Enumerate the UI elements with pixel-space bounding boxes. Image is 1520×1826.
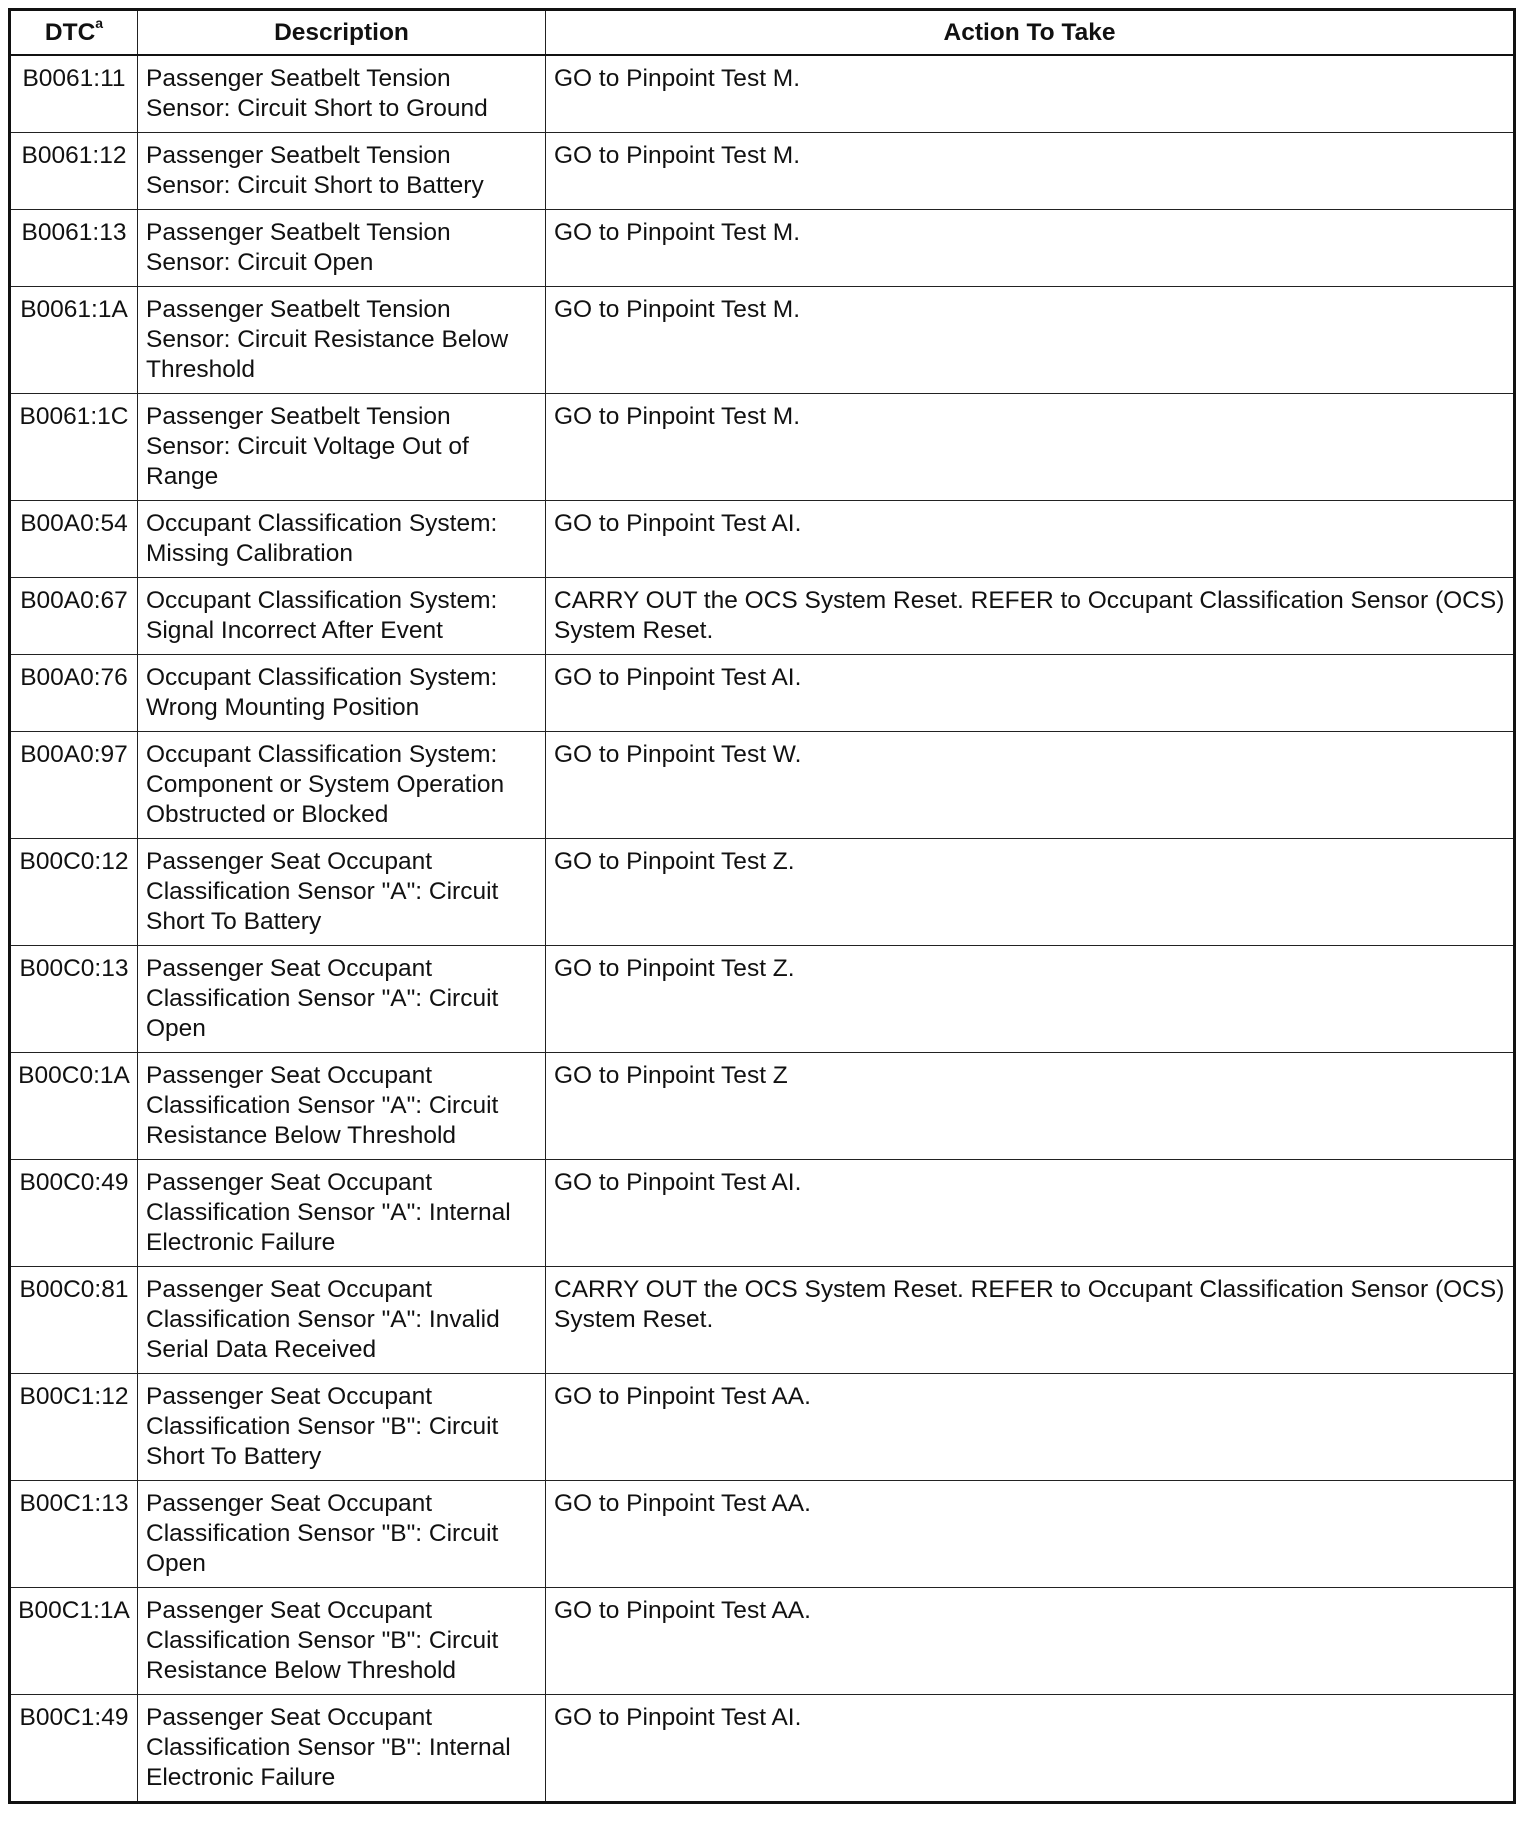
dtc-code-cell: B00C0:13 (10, 946, 138, 1053)
dtc-code-cell: B00C0:1A (10, 1053, 138, 1160)
table-row (10, 501, 1515, 578)
description-cell: Passenger Seat Occupant Classification Sensor "A": Circuit Open (138, 946, 546, 1053)
action-cell: GO to Pinpoint Test AA. (546, 1374, 1515, 1481)
action-cell: CARRY OUT the OCS System Reset. REFER to Occupant Classification Sensor (OCS) System Reset. (546, 578, 1515, 655)
action-cell: GO to Pinpoint Test M. (546, 287, 1515, 394)
table-row (10, 1695, 1515, 1803)
action-cell: GO to Pinpoint Test M. (546, 55, 1515, 133)
table-row (10, 1267, 1515, 1374)
dtc-code-cell: B0061:1C (10, 394, 138, 501)
dtc-code-cell: B00C1:12 (10, 1374, 138, 1481)
action-cell: GO to Pinpoint Test AI. (546, 655, 1515, 732)
description-cell: Passenger Seatbelt Tension Sensor: Circuit Voltage Out of Range (138, 394, 546, 501)
table-row (10, 287, 1515, 394)
table-row (10, 655, 1515, 732)
description-cell: Passenger Seat Occupant Classification Sensor "A": Circuit Short To Battery (138, 839, 546, 946)
description-cell: Passenger Seat Occupant Classification Sensor "A": Internal Electronic Failure (138, 1160, 546, 1267)
dtc-code-cell: B0061:12 (10, 133, 138, 210)
dtc-table (8, 8, 1516, 1804)
table-row (10, 1053, 1515, 1160)
action-cell: GO to Pinpoint Test AA. (546, 1481, 1515, 1588)
dtc-code-cell: B00A0:76 (10, 655, 138, 732)
table-row (10, 839, 1515, 946)
description-cell: Passenger Seatbelt Tension Sensor: Circuit Open (138, 210, 546, 287)
description-cell: Passenger Seatbelt Tension Sensor: Circuit Resistance Below Threshold (138, 287, 546, 394)
action-cell: GO to Pinpoint Test Z. (546, 839, 1515, 946)
dtc-code-cell: B00C1:49 (10, 1695, 138, 1803)
description-cell: Passenger Seat Occupant Classification Sensor "B": Circuit Open (138, 1481, 546, 1588)
header-action: Action To Take (546, 10, 1515, 56)
action-cell: GO to Pinpoint Test AI. (546, 1695, 1515, 1803)
table-row (10, 1481, 1515, 1588)
description-cell: Passenger Seat Occupant Classification Sensor "B": Circuit Short To Battery (138, 1374, 546, 1481)
table-row (10, 133, 1515, 210)
dtc-code-cell: B00A0:67 (10, 578, 138, 655)
description-cell: Occupant Classification System: Component or System Operation Obstructed or Blocked (138, 732, 546, 839)
action-cell: CARRY OUT the OCS System Reset. REFER to Occupant Classification Sensor (OCS) System Reset. (546, 1267, 1515, 1374)
description-cell: Passenger Seatbelt Tension Sensor: Circuit Short to Ground (138, 55, 546, 133)
dtc-code-cell: B0061:13 (10, 210, 138, 287)
table-row (10, 55, 1515, 133)
table-row (10, 578, 1515, 655)
action-cell: GO to Pinpoint Test M. (546, 394, 1515, 501)
dtc-code-cell: B0061:1A (10, 287, 138, 394)
description-cell: Passenger Seat Occupant Classification Sensor "A": Invalid Serial Data Received (138, 1267, 546, 1374)
header-dtc (10, 10, 138, 56)
header-dtc-footnote-marker: a (95, 15, 104, 32)
dtc-code-cell: B0061:11 (10, 55, 138, 133)
dtc-code-cell: B00A0:54 (10, 501, 138, 578)
table-row (10, 210, 1515, 287)
dtc-code-cell: B00C0:81 (10, 1267, 138, 1374)
document-page (8, 8, 1513, 1804)
action-cell: GO to Pinpoint Test AI. (546, 1160, 1515, 1267)
dtc-code-cell: B00C0:12 (10, 839, 138, 946)
table-row (10, 394, 1515, 501)
action-cell: GO to Pinpoint Test W. (546, 732, 1515, 839)
action-cell: GO to Pinpoint Test M. (546, 210, 1515, 287)
header-dtc-label: DTC (44, 18, 96, 46)
table-row (10, 1160, 1515, 1267)
dtc-code-cell: B00C1:13 (10, 1481, 138, 1588)
action-cell: GO to Pinpoint Test AI. (546, 501, 1515, 578)
dtc-code-cell: B00C1:1A (10, 1588, 138, 1695)
dtc-code-cell: B00C0:49 (10, 1160, 138, 1267)
table-row (10, 1374, 1515, 1481)
action-cell: GO to Pinpoint Test Z. (546, 946, 1515, 1053)
table-row (10, 946, 1515, 1053)
description-cell: Passenger Seat Occupant Classification Sensor "A": Circuit Resistance Below Threshold (138, 1053, 546, 1160)
dtc-code-cell: B00A0:97 (10, 732, 138, 839)
table-body (10, 55, 1515, 1803)
description-cell: Occupant Classification System: Wrong Mounting Position (138, 655, 546, 732)
description-cell: Occupant Classification System: Missing Calibration (138, 501, 546, 578)
table-header (10, 10, 1515, 56)
header-description: Description (138, 10, 546, 56)
description-cell: Passenger Seat Occupant Classification Sensor "B": Circuit Resistance Below Threshold (138, 1588, 546, 1695)
description-cell: Occupant Classification System: Signal Incorrect After Event (138, 578, 546, 655)
table-row (10, 1588, 1515, 1695)
description-cell: Passenger Seatbelt Tension Sensor: Circuit Short to Battery (138, 133, 546, 210)
header-row (10, 10, 1515, 56)
table-row (10, 732, 1515, 839)
action-cell: GO to Pinpoint Test Z (546, 1053, 1515, 1160)
action-cell: GO to Pinpoint Test AA. (546, 1588, 1515, 1695)
action-cell: GO to Pinpoint Test M. (546, 133, 1515, 210)
description-cell: Passenger Seat Occupant Classification Sensor "B": Internal Electronic Failure (138, 1695, 546, 1803)
